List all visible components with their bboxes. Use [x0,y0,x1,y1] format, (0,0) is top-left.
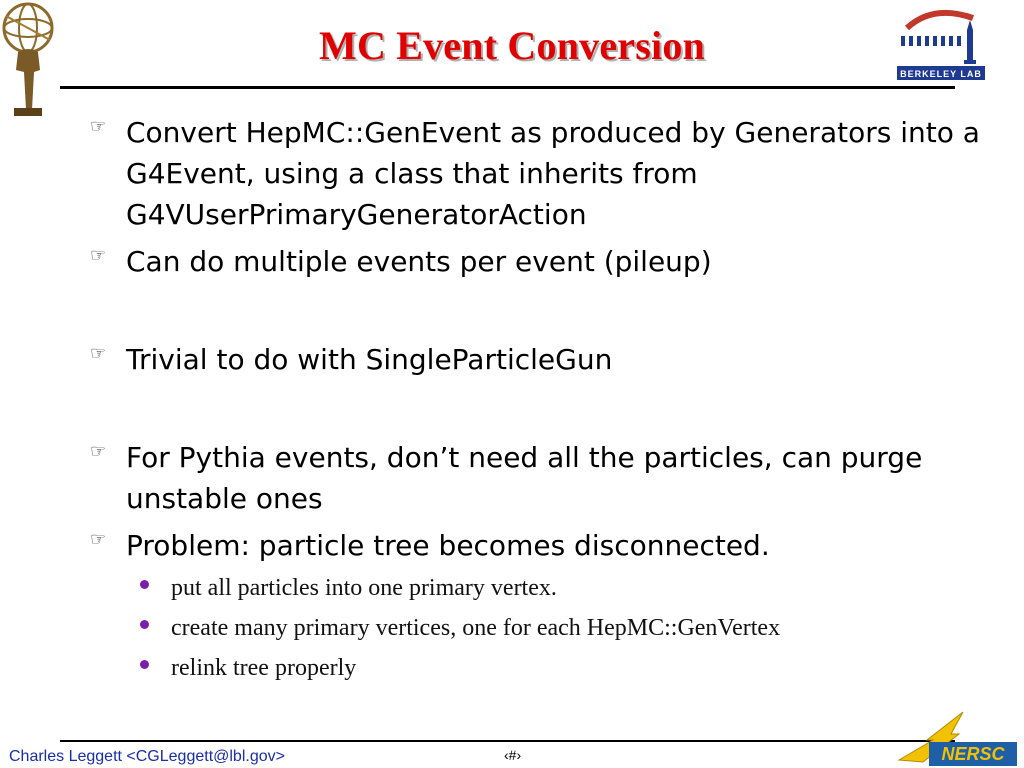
pointing-hand-icon: ☞ [90,116,107,137]
bullet-text: Convert HepMC::GenEvent as produced by Generators into a G4Event, using a class that inherits from G4VUserPrimaryGeneratorAction [126,116,980,231]
bullet-text: Can do multiple events per event (pileup) [126,245,712,278]
slide-title: MC Event Conversion [318,23,705,68]
title-divider [60,86,955,89]
sub-bullet-text: relink tree properly [171,655,357,681]
footer-divider [60,740,955,742]
sub-bullet-item [90,648,990,688]
bullet-item [90,112,990,235]
pointing-hand-icon: ☞ [90,441,107,462]
pointing-hand-icon: ☞ [90,343,107,364]
sub-bullet-item [90,608,990,648]
pointing-hand-icon: ☞ [90,245,107,266]
bullet-item [90,339,990,380]
page-number: ‹#› [504,747,522,763]
bullet-text: For Pythia events, don’t need all the particles, can purge unstable ones [126,441,923,515]
bullet-dot-icon [140,580,149,589]
bullet-dot-icon [140,660,149,669]
sub-bullet-text: create many primary vertices, one for each HepMC::GenVertex [171,615,781,641]
bullet-list [90,112,990,688]
bullet-item [90,525,990,566]
sub-bullet-text: put all particles into one primary vertex. [171,575,557,601]
nersc-logo-text: NERSC [941,744,1005,764]
footer-author: Charles Leggett <CGLeggett@lbl.gov> [9,748,285,765]
bullet-text: Problem: particle tree becomes disconnected. [126,529,770,562]
bullet-dot-icon [140,620,149,629]
bullet-text: Trivial to do with SingleParticleGun [126,343,613,376]
berkeley-lab-logo-text: BERKELEY LAB [900,69,982,79]
sub-bullet-item [90,568,990,608]
bullet-item [90,241,990,282]
nersc-logo [893,706,1019,768]
bullet-item [90,437,990,519]
pointing-hand-icon: ☞ [90,529,107,550]
